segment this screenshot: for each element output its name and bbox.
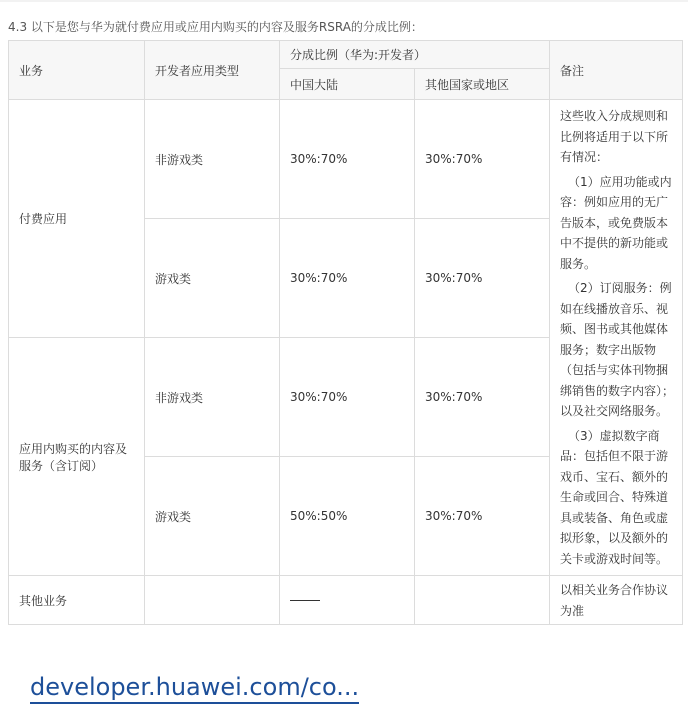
top-divider (0, 0, 688, 2)
notes-intro: 这些收入分成规则和比例将适用于以下所有情况： (560, 109, 669, 164)
notes-item-1: （1）应用功能或内容：例如应用的无广告版本，或免费版本中不提供的新功能或服务。 (560, 174, 672, 271)
paid-nongame-other: 30%:70% (415, 100, 550, 219)
iap-label: 应用内购买的内容及服务（含订阅） (9, 338, 145, 576)
source-link[interactable]: developer.huawei.com/co... (30, 672, 359, 704)
other-business-label: 其他业务 (9, 576, 145, 625)
iap-nongame-other: 30%:70% (415, 338, 550, 457)
paid-nongame-mainland: 30%:70% (280, 100, 415, 219)
header-ratio: 分成比例（华为:开发者） (280, 41, 550, 69)
iap-nongame-mainland: 30%:70% (280, 338, 415, 457)
other-business-note: 以相关业务合作协议为准 (550, 576, 683, 625)
iap-nongame-type: 非游戏类 (145, 338, 280, 457)
header-notes: 备注 (550, 41, 683, 100)
iap-game-mainland: 50%:50% (280, 457, 415, 576)
paid-game-other: 30%:70% (415, 219, 550, 338)
header-mainland: 中国大陆 (280, 69, 415, 100)
other-business-other (415, 576, 550, 625)
paid-game-mainland: 30%:70% (280, 219, 415, 338)
notes-item-2: （2）订阅服务：例如在线播放音乐、视频、图书或其他媒体服务；数字出版物（包括与实体刊物捆绑销售的数字内容）；以及社交网络服务。 (560, 281, 675, 418)
revenue-share-table (8, 40, 683, 625)
other-business-ratio (280, 576, 415, 625)
iap-game-other: 30%:70% (415, 457, 550, 576)
other-business-type (145, 576, 280, 625)
section-caption: 4.3 以下是您与华为就付费应用或应用内购买的内容及服务RSRA的分成比例： (8, 20, 423, 34)
notes-cell (550, 100, 683, 576)
paid-apps-label: 付费应用 (9, 100, 145, 338)
dash-placeholder (290, 600, 320, 601)
iap-game-type: 游戏类 (145, 457, 280, 576)
header-business: 业务 (9, 41, 145, 100)
notes-item-3: （3）虚拟数字商品：包括但不限于游戏币、宝石、额外的生命或回合、特殊道具或装备、角色或虚拟形象，以及额外的关卡或游戏时间等。 (560, 428, 669, 566)
header-app-type: 开发者应用类型 (145, 41, 280, 100)
paid-game-type: 游戏类 (145, 219, 280, 338)
paid-nongame-type: 非游戏类 (145, 100, 280, 219)
header-other-regions: 其他国家或地区 (415, 69, 550, 100)
